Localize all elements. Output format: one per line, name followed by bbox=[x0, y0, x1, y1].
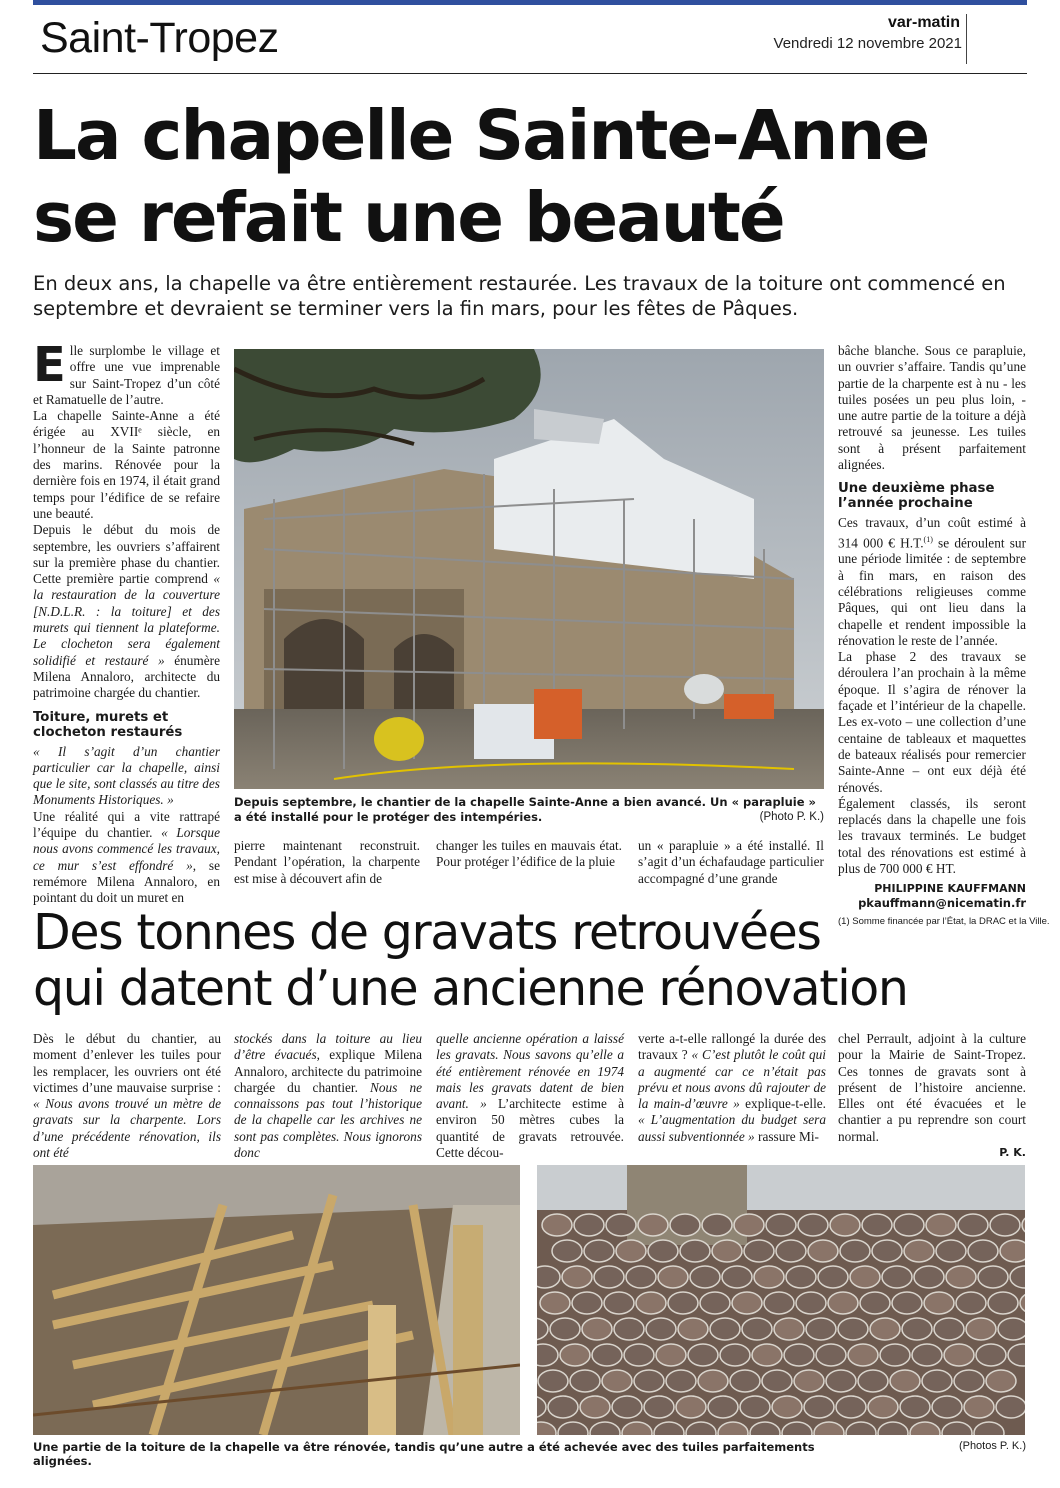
article2-column-5: chel Perrault, adjoint à la culture pour la Mairie de Saint-Tropez. Ces tonnes de gravats sont à présent de l’histoire ancienne. Elles ont été évacuées et le chantier a pu reprendre son court normal. P. K. bbox=[838, 1031, 1026, 1161]
roof-tile bbox=[680, 1240, 710, 1262]
roof-tile bbox=[540, 1292, 570, 1314]
roof-tile bbox=[722, 1266, 752, 1288]
roof-tile bbox=[766, 1214, 796, 1236]
header-rule bbox=[33, 73, 1027, 74]
drop-cap: E bbox=[33, 337, 66, 393]
bottom-photos-caption: Une partie de la toiture de la chapelle va être rénovée, tandis qu’une autre a été achevée avec des tuiles parfaitements alignées. bbox=[33, 1440, 815, 1468]
roof-tile bbox=[900, 1396, 930, 1418]
roof-tile bbox=[904, 1240, 934, 1262]
roof-tile bbox=[584, 1240, 614, 1262]
roof-tile bbox=[912, 1344, 942, 1366]
roof-tile bbox=[690, 1266, 720, 1288]
roof-tile bbox=[762, 1370, 792, 1392]
roof-tile bbox=[880, 1344, 910, 1366]
roof-tile bbox=[978, 1266, 1008, 1288]
article2-column-4: verte a-t-elle rallongé la durée des travaux ? « C’est plutôt le coût qui a augmenté car ce n’était pas prévu et nous avons dû rajouter de la main-d’œuvre » explique-t-elle. « L’augmentation du budget sera aussi subventionnée » rassure Mi- bbox=[638, 1031, 826, 1144]
roof-tile bbox=[794, 1370, 824, 1392]
roof-tile bbox=[862, 1214, 892, 1236]
headline-line-2: se refait une beauté bbox=[33, 178, 784, 258]
roof-tile bbox=[968, 1240, 998, 1262]
roof-frame-photo bbox=[33, 1165, 520, 1435]
roof-tile bbox=[708, 1396, 738, 1418]
roof-tile bbox=[712, 1240, 742, 1262]
roof-tile bbox=[552, 1240, 582, 1262]
roof-tile bbox=[537, 1266, 560, 1288]
second-headline bbox=[33, 905, 1023, 1017]
article-lead: En deux ans, la chapelle va être entièrement restaurée. Les travaux de la toiture ont commencé en septembre et devraient se terminer vers la fin mars, pour les fêtes de Pâques. bbox=[33, 272, 1006, 320]
roof-tile bbox=[924, 1292, 954, 1314]
roof-tile bbox=[550, 1318, 580, 1340]
roof-tile bbox=[730, 1370, 760, 1392]
roof-tile bbox=[636, 1292, 666, 1314]
roof-tile bbox=[934, 1318, 964, 1340]
roof-tile bbox=[570, 1370, 600, 1392]
author-byline: PHILIPPINE KAUFFMANN bbox=[874, 882, 1026, 896]
roof-tile bbox=[670, 1214, 700, 1236]
roof-tile bbox=[572, 1292, 602, 1314]
roof-tile bbox=[616, 1240, 646, 1262]
roof-tile bbox=[732, 1292, 762, 1314]
roof-tile bbox=[666, 1370, 696, 1392]
roof-tile bbox=[946, 1266, 976, 1288]
roof-tile bbox=[742, 1318, 772, 1340]
roof-tile bbox=[658, 1266, 688, 1288]
roof-tile bbox=[764, 1292, 794, 1314]
roof-tile bbox=[560, 1344, 590, 1366]
roof-tile bbox=[818, 1266, 848, 1288]
roof-tile bbox=[838, 1318, 868, 1340]
roof-tile bbox=[914, 1266, 944, 1288]
roof-tile bbox=[926, 1214, 956, 1236]
roof-tile bbox=[594, 1266, 624, 1288]
bottom-photos-credit: (Photos P. K.) bbox=[958, 1440, 1026, 1452]
roof-tile bbox=[602, 1370, 632, 1392]
paragraph-4: « Il s’agit d’un chantier particulier car la chapelle, ainsi que le site, sont classés au titre des Monuments Historiques. » bbox=[33, 743, 220, 808]
paragraph-9: bâche blanche. Sous ce parapluie, un ouvrier s’affaire. Tandis qu’une partie de la charpente est à nu - les tuiles posées un peu plus loin, - une autre partie de la toiture a déjà retrouvé sa jeunesse. Les tuiles sont à présent parfaitement alignées. bbox=[838, 343, 1026, 473]
roof-tile bbox=[702, 1214, 732, 1236]
roof-tile bbox=[848, 1344, 878, 1366]
roof-tile bbox=[892, 1292, 922, 1314]
roof-tile bbox=[902, 1318, 932, 1340]
roof-tile bbox=[537, 1344, 558, 1366]
headline2-line-2: qui datent d’une ancienne rénovation bbox=[33, 960, 908, 1017]
roof-tile bbox=[624, 1344, 654, 1366]
roof-tile bbox=[614, 1318, 644, 1340]
roof-tile bbox=[646, 1318, 676, 1340]
roof-tiles-photo bbox=[537, 1165, 1025, 1435]
roof-tile bbox=[538, 1370, 568, 1392]
roof-tile bbox=[678, 1318, 708, 1340]
roof-tile bbox=[922, 1370, 952, 1392]
roof-tile bbox=[592, 1344, 622, 1366]
header-separator bbox=[966, 14, 967, 64]
publication-date: Vendredi 12 novembre 2021 bbox=[773, 35, 962, 52]
roof-tile bbox=[676, 1396, 706, 1418]
roof-tile bbox=[776, 1240, 806, 1262]
roof-tile bbox=[744, 1240, 774, 1262]
roof-tile bbox=[582, 1318, 612, 1340]
roof-tile bbox=[964, 1396, 994, 1418]
roof-tile bbox=[860, 1292, 890, 1314]
roof-tile bbox=[870, 1318, 900, 1340]
roof-tile bbox=[638, 1214, 668, 1236]
chapel-scaffolding-photo bbox=[234, 349, 824, 789]
section-title: Saint-Tropez bbox=[40, 14, 279, 62]
roof-tile bbox=[688, 1344, 718, 1366]
article2-column-2: stockés dans la toiture au lieu d’être évacués, explique Milena Annaloro, architecte du patrimoine chargée du chantier. Nous ne connaissons pas tout l’historique de la chapelle car les archives ne sont pas complètes. Nous ignorons donc bbox=[234, 1031, 422, 1161]
roof-tile bbox=[626, 1266, 656, 1288]
roof-tile bbox=[966, 1318, 996, 1340]
headline-line-1: La chapelle Sainte-Anne bbox=[33, 96, 929, 176]
roof-tile bbox=[836, 1396, 866, 1418]
roof-tile bbox=[944, 1344, 974, 1366]
newspaper-brand: var-matin bbox=[887, 14, 960, 31]
roof-tile bbox=[828, 1292, 858, 1314]
roof-tile bbox=[700, 1292, 730, 1314]
roof-tile bbox=[826, 1370, 856, 1392]
roof-tile bbox=[784, 1344, 814, 1366]
roof-tile bbox=[806, 1318, 836, 1340]
roof-tile bbox=[548, 1396, 578, 1418]
roof-tile bbox=[668, 1292, 698, 1314]
roof-tile bbox=[798, 1214, 828, 1236]
paragraph-5: Une réalité qui a vite rattrapé l’équipe du chantier. « Lorsque nous avons commencé les travaux, ce mur s’est effondré », se remémore Milena Annaloro, en pointant du doit un muret en bbox=[33, 808, 220, 906]
roof-tile bbox=[936, 1240, 966, 1262]
roof-tile bbox=[580, 1396, 610, 1418]
roof-tile bbox=[958, 1214, 988, 1236]
roof-tile bbox=[612, 1396, 642, 1418]
roof-tile bbox=[648, 1240, 678, 1262]
article2-initials: P. K. bbox=[999, 1146, 1026, 1160]
paragraph-3: Depuis le début du mois de septembre, les ouvriers s’affairent sur la première phase du chantier. Cette première partie comprend « la restauration de la couverture [N.D.L.R. : la toiture] et des murets qui tiennent la plateforme. Le clocheton sera également solidifié et restauré » énumère Milena Annaloro, architecte du patrimoine chargée du chantier. bbox=[33, 522, 220, 701]
roof-tile bbox=[606, 1214, 636, 1236]
main-headline bbox=[33, 95, 1023, 259]
roof-tile bbox=[656, 1344, 686, 1366]
roof-tile bbox=[734, 1214, 764, 1236]
roof-tile bbox=[998, 1318, 1025, 1340]
roof-tile bbox=[774, 1318, 804, 1340]
roof-tile bbox=[882, 1266, 912, 1288]
roof-tile bbox=[830, 1214, 860, 1236]
roof-tile bbox=[956, 1292, 986, 1314]
article-column-5 bbox=[838, 343, 1050, 928]
roof-tile bbox=[796, 1292, 826, 1314]
article-column-2: pierre maintenant reconstruit. Pendant l’opération, la charpente est mise à découvert afin de bbox=[234, 838, 420, 886]
roof-tile bbox=[740, 1396, 770, 1418]
article-column-3: changer les tuiles en mauvais état. Pour protéger l’édifice de la pluie bbox=[436, 838, 622, 870]
roof-tile bbox=[890, 1370, 920, 1392]
roof-tile bbox=[562, 1266, 592, 1288]
roof-tile bbox=[872, 1240, 902, 1262]
article2-column-1: Dès le début du chantier, au moment d’enlever les tuiles pour les remplacer, les ouvriers ont été victimes d’une mauvaise surprise : « Nous avons trouvé un mètre de gravats sur la charpente. Lors d’une précédente rénovation, ils ont été bbox=[33, 1031, 221, 1161]
main-photo-credit: (Photo P. K.) bbox=[759, 811, 824, 823]
subheading-toiture: Toiture, murets et clocheton restaurés bbox=[33, 709, 183, 740]
roof-tile bbox=[698, 1370, 728, 1392]
roof-tile bbox=[644, 1396, 674, 1418]
roof-tile bbox=[710, 1318, 740, 1340]
roof-tile bbox=[574, 1214, 604, 1236]
roof-tile bbox=[754, 1266, 784, 1288]
roof-tile bbox=[932, 1396, 962, 1418]
main-photo-caption: Depuis septembre, le chantier de la chapelle Sainte-Anne a bien avancé. Un « parapluie » a été installé pour le protéger des intempéries. (Photo P. K.) bbox=[234, 795, 824, 824]
subheading-deuxieme-phase: Une deuxième phase l’année prochaine bbox=[838, 481, 995, 512]
roof-tile bbox=[858, 1370, 888, 1392]
top-color-bar bbox=[33, 0, 1027, 5]
article-column-4: un « parapluie » a été installé. Il s’agit d’un échafaudage particulier accompagné d’une grande bbox=[638, 838, 824, 886]
footnote: (1) Somme financée par l’État, la DRAC et la Ville. bbox=[838, 916, 1050, 928]
roof-tile bbox=[804, 1396, 834, 1418]
paragraph-10: Ces travaux, d’un coût estimé à 314 000 € H.T.$^{(1)}$ se déroulent sur une période limitée : de septembre à fin mars, en raison des célébrations religieuses comme Pâques, qui ont lieu dans la chapelle et rendent impossible la rénovation le reste de l’année. bbox=[838, 515, 1026, 648]
article-column-1 bbox=[33, 337, 220, 907]
roof-tile bbox=[816, 1344, 846, 1366]
roof-tile bbox=[542, 1214, 572, 1236]
roof-tile bbox=[988, 1292, 1018, 1314]
roof-tile bbox=[954, 1370, 984, 1392]
roof-tile bbox=[772, 1396, 802, 1418]
roof-tile bbox=[808, 1240, 838, 1262]
paragraph-12: Également classés, ils seront replacés dans la chapelle une fois les travaux terminés. Le budget total des rénovations est estimé à plus de 700 000 € HT. bbox=[838, 795, 1026, 877]
paragraph-2: La chapelle Sainte-Anne a été érigée au XVIIᵉ siècle, en l’honneur de la Sainte patronne des marins. Rénovée pour la dernière fois en 1974, il était grand temps pour l’édifice de se refaire une beauté. bbox=[33, 408, 220, 521]
article2-column-3: quelle ancienne opération a laissé les gravats. Nous savons qu’elle a été entièrement rénovée en 1974 mais les gravats datent de bien avant. » L’architecte estime à environ 50 mètres cubes la quantité de gravats retrouvée. Cette décou- bbox=[436, 1031, 624, 1161]
roof-tile bbox=[868, 1396, 898, 1418]
roof-tile bbox=[752, 1344, 782, 1366]
paragraph-1: Elle surplombe le village et offre une vue imprenable sur Saint-Tropez d’un côté et Ramatuelle de l’autre. bbox=[33, 337, 220, 407]
roof-tile bbox=[786, 1266, 816, 1288]
roof-tile bbox=[634, 1370, 664, 1392]
author-email: pkauffmann@nicematin.fr bbox=[858, 896, 1026, 911]
roof-tile bbox=[976, 1344, 1006, 1366]
paragraph-11: La phase 2 des travaux se déroulera l’an prochain à la même époque. Il s’agira de rénover la façade et l’intérieur de la chapelle. Les ex-voto – une collection d’une centaine de tableaux et maquettes de bateaux réalisés pour remercier Sainte-Anne – ont eux déjà été rénovés. bbox=[838, 649, 1026, 795]
roof-tile bbox=[1000, 1240, 1025, 1262]
roof-tile bbox=[894, 1214, 924, 1236]
roof-tile bbox=[996, 1396, 1025, 1418]
roof-tile bbox=[850, 1266, 880, 1288]
roof-tile bbox=[986, 1370, 1016, 1392]
roof-tile bbox=[990, 1214, 1020, 1236]
roof-tile bbox=[840, 1240, 870, 1262]
roof-tile bbox=[720, 1344, 750, 1366]
headline2-line-1: Des tonnes de gravats retrouvées bbox=[33, 904, 821, 961]
roof-tile bbox=[604, 1292, 634, 1314]
